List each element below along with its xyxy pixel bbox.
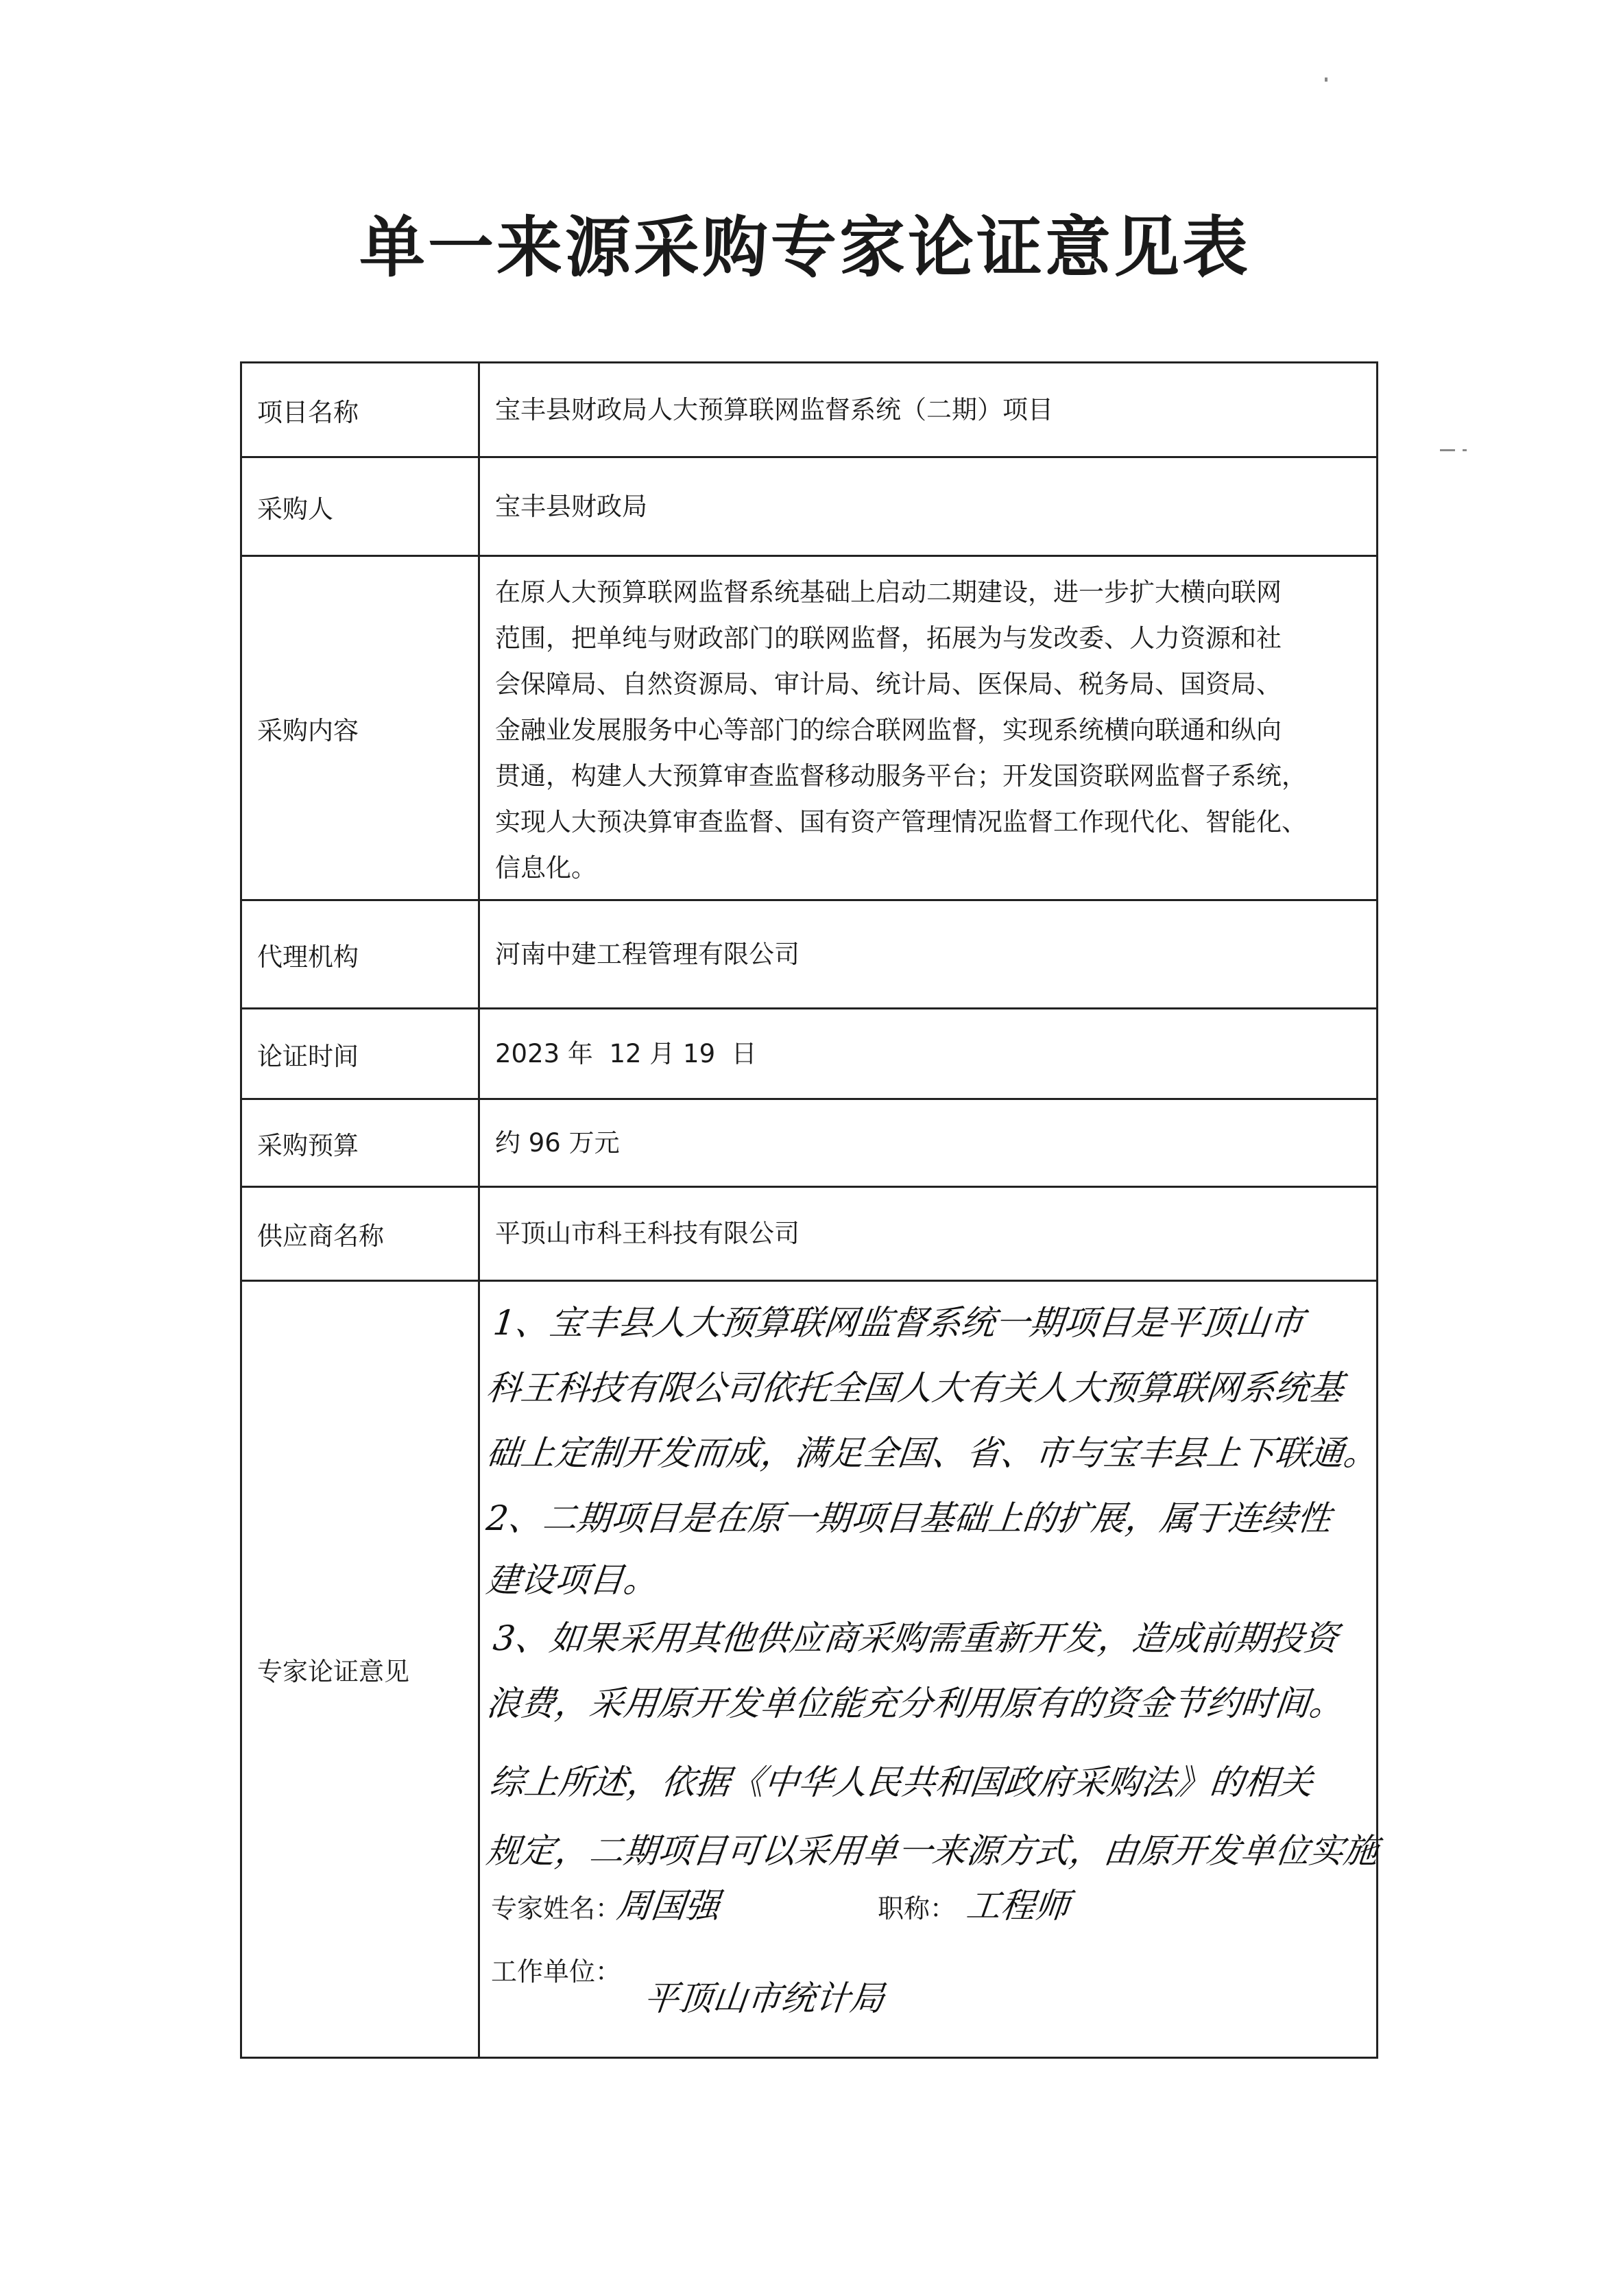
handwritten-line: 综上所述，依据《中华人民共和国政府采购法》的相关: [488, 1762, 1315, 1802]
project-name-value: 宝丰县财政局人大预算联网监督系统（二期）项目: [479, 363, 1378, 457]
handwritten-line: 2、二期项目是在原一期项目基础上的扩展，属于连续性: [484, 1498, 1334, 1538]
budget-label: 采购预算: [241, 1099, 479, 1187]
content-line: 贯通，构建人大预算审查监督移动服务平台；开发国资联网监督子系统，: [495, 761, 1307, 791]
expert-signature: 周国强: [614, 1886, 722, 1926]
content-line: 会保障局、自然资源局、审计局、统计局、医保局、税务局、国资局、: [495, 669, 1282, 699]
row-budget: [241, 1099, 1378, 1187]
scan-dash: [1463, 449, 1467, 451]
row-opinion: [241, 1281, 1378, 2058]
handwritten-line: 1、宝丰县人大预算联网监督系统一期项目是平顶山市: [491, 1303, 1306, 1343]
title-label: 职称：: [878, 1893, 957, 1924]
content-line: 实现人大预决算审查监督、国有资产管理情况监督工作现代化、智能化、: [495, 807, 1307, 837]
purchaser-value: 宝丰县财政局: [479, 457, 1378, 556]
content-line: 范围，把单纯与财政部门的联网监督，拓展为与发改委、人力资源和社: [495, 623, 1282, 653]
handwritten-line: 础上定制开发而成，满足全国、省、市与宝丰县上下联通。: [484, 1433, 1380, 1473]
row-agency: [241, 900, 1378, 1009]
work-unit-handwritten: 平顶山市统计局: [642, 1978, 887, 2018]
purchaser-label: 采购人: [241, 457, 479, 556]
budget-value: 约 96 万元: [479, 1099, 1378, 1187]
handwritten-line: 规定，二期项目可以采用单一来源方式，由原开发单位实施: [484, 1831, 1380, 1871]
project-name-label: 项目名称: [241, 363, 479, 457]
handwritten-line: 浪费，采用原开发单位能充分利用原有的资金节约时间。: [484, 1684, 1346, 1723]
agency-value: 河南中建工程管理有限公司: [479, 900, 1378, 1009]
opinion-value: [479, 1281, 1378, 2058]
handwritten-line: 3、如果采用其他供应商采购需重新开发，造成前期投资: [491, 1618, 1341, 1658]
content-line: 金融业发展服务中心等部门的综合联网监督，实现系统横向联通和纵向: [495, 715, 1282, 745]
row-date: [241, 1009, 1378, 1099]
supplier-value: 平顶山市科王科技有限公司: [479, 1187, 1378, 1281]
handwritten-line: 建设项目。: [484, 1560, 660, 1600]
date-value: 2023 年 12 月 19 日: [479, 1009, 1378, 1099]
form-title: 单一来源采购专家论证意见表: [359, 208, 1251, 286]
work-unit-label: 工作单位：: [491, 1957, 622, 1987]
agency-label: 代理机构: [241, 900, 479, 1009]
row-project-name: [241, 363, 1378, 457]
content-label: 采购内容: [241, 556, 479, 900]
opinion-form-table: [240, 361, 1378, 2059]
scan-dot: [1325, 77, 1327, 82]
scan-dash: [1440, 449, 1455, 451]
row-purchaser: [241, 457, 1378, 556]
supplier-label: 供应商名称: [241, 1187, 479, 1281]
row-content: [241, 556, 1378, 900]
row-supplier: [241, 1187, 1378, 1281]
content-line: 信息化。: [495, 853, 597, 883]
title-handwritten: 工程师: [964, 1886, 1072, 1926]
date-label: 论证时间: [241, 1009, 479, 1099]
handwritten-line: 科王科技有限公司依托全国人大有关人大预算联网系统基: [484, 1368, 1346, 1408]
content-value: [479, 556, 1378, 900]
opinion-label: 专家论证意见: [241, 1281, 479, 2058]
content-line: 在原人大预算联网监督系统基础上启动二期建设，进一步扩大横向联网: [495, 577, 1282, 607]
expert-name-label: 专家姓名：: [491, 1893, 622, 1924]
